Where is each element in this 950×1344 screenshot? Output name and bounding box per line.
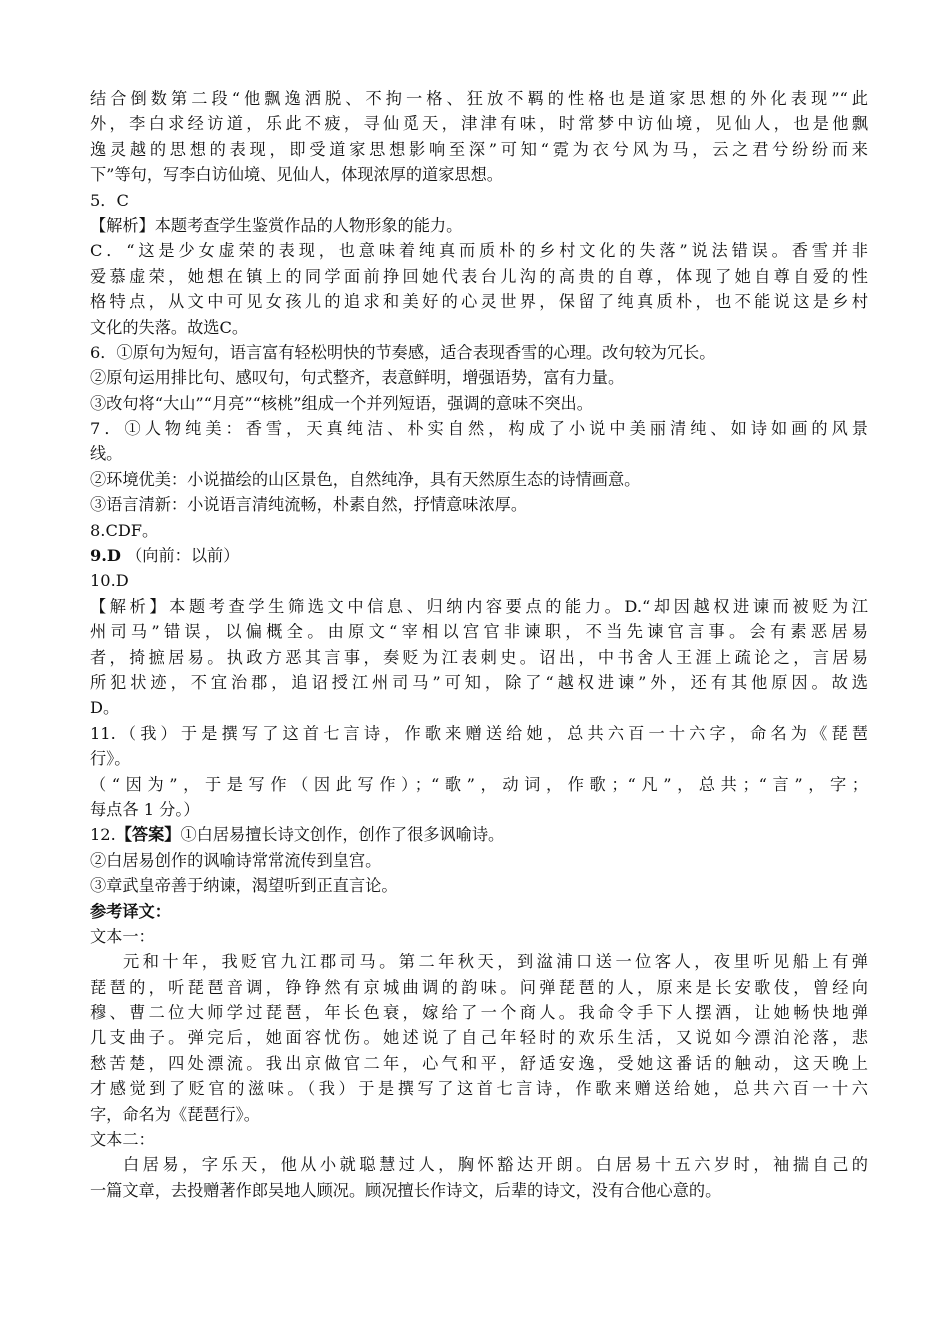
q9-answer <box>90 543 868 568</box>
analysis-line: 所犯状迹，不宜治郡，追诏授江州司马”可知，除了“越权进谏”外，还有其他原因。故选 <box>90 672 868 692</box>
text-line: 逸灵越的思想的表现，即受道家思想影响至深”可知“霓为衣兮风为马，云之君兮纷纷而来 <box>90 139 868 159</box>
answer-line: 每点各 1 分。） <box>90 799 200 819</box>
answer-number: 12. <box>90 825 116 845</box>
answer-number: 9.D <box>90 546 121 566</box>
answer-line: 行》。 <box>90 749 131 769</box>
analysis-line: 文化的失落。故选C。 <box>90 317 249 337</box>
section-heading: 参考译文： <box>90 901 171 921</box>
q5-answer <box>90 188 868 340</box>
q11-answer <box>90 721 868 823</box>
answer-line <box>90 543 868 568</box>
answer-line <box>90 822 868 847</box>
answer-item: ①白居易擅长诗文创作，创作了很多讽喻诗。 <box>180 825 505 845</box>
answer-item: ③章武皇帝善于纳谏，渴望听到正直言论。 <box>90 876 398 896</box>
analysis-line: 者，掎摭居易。执政方恶其言事，奏贬为江表刺史。诏出，中书舍人王涯上疏论之，言居易 <box>90 647 868 667</box>
answer-line: ②环境优美：小说描绘的山区景色，自然纯净，具有天然原生态的诗情画意。 <box>90 469 641 489</box>
text-line: 外，李白求经访道，乐此不疲，寻仙觅天，津津有味，时常梦中访仙境，见仙人，也是他飘 <box>90 114 868 134</box>
q6-answer <box>90 340 868 416</box>
q8-answer <box>90 518 868 543</box>
translation-line: 一篇文章，去投赠著作郎吴地人顾况。顾况擅长作诗文，后辈的诗文，没有合他心意的。 <box>90 1180 722 1200</box>
analysis-line: 【解析】本题考查学生筛选文中信息、归纳内容要点的能力。D.“却因越权进谏而被贬为江 <box>90 596 868 616</box>
translation-line: 字，命名为《琵琶行》。 <box>90 1104 260 1124</box>
answer-line: 6．①原句为短句，语言富有轻松明快的节奏感，适合表现香雪的心理。改句较为冗长。 <box>90 342 716 362</box>
answer-tag: 【答案】 <box>115 825 181 845</box>
q7-answer <box>90 416 868 518</box>
translation-line: 愁苦楚，四处漂流。我出京做官二年，心气和平，舒适安逸，受她这番话的触动，这天晚上 <box>90 1053 868 1073</box>
answer-item: ②白居易创作的讽喻诗常常流传到皇宫。 <box>90 850 382 870</box>
answer-note: （向前：以前） <box>126 546 240 566</box>
reference-translation <box>90 899 868 1204</box>
translation-line: 几支曲子。弹完后，她面容忧伤。她述说了自己年轻时的欢乐生活，又说如今漂泊沦落，悲 <box>90 1028 868 1048</box>
answer-line: ③语言清新：小说语言清纯流畅，朴素自然，抒情意味浓厚。 <box>90 495 528 515</box>
text-line: 结合倒数第二段“他飘逸洒脱、不拘一格、狂放不羁的性格也是道家思想的外化表现”“此 <box>90 89 868 108</box>
q12-answer <box>90 822 868 898</box>
translation-line: 白居易，字乐天，他从小就聪慧过人，胸怀豁达开朗。白居易十五六岁时，袖揣自己的 <box>123 1155 868 1175</box>
answer-line: 8.CDF。 <box>90 520 159 540</box>
translation-line: 穆、曹二位大师学过琵琶，年长色衰，嫁给了一个商人。我命令手下人摆酒，让她畅快地弹 <box>90 1003 868 1023</box>
analysis-line: 【解析】本题考查学生鉴赏作品的人物形象的能力。 <box>90 215 463 235</box>
analysis-line: C．“这是少女虚荣的表现，也意味着纯真而质朴的乡村文化的失落”说法错误。香雪并非 <box>90 241 868 261</box>
text-label: 文本二： <box>90 1130 155 1150</box>
answer-number: 10.D <box>90 571 129 591</box>
answer-line: ②原句运用排比句、感叹句，句式整齐，表意鲜明，增强语势，富有力量。 <box>90 368 625 388</box>
answer-line: 7．①人物纯美：香雪，天真纯洁、朴实自然，构成了小说中美丽清纯、如诗如画的风景 <box>90 419 868 439</box>
q10-answer <box>90 568 868 720</box>
answer-line: 线。 <box>90 444 123 464</box>
translation-line: 元和十年，我贬官九江郡司马。第二年秋天，到湓浦口送一位客人，夜里听见船上有弹 <box>123 952 868 972</box>
text-line: 下”等句，写李白访仙境、见仙人，体现浓厚的道家思想。 <box>90 165 503 185</box>
translation-line: 琵琶的，听琵琶音调，铮铮然有京城曲调的韵味。问弹琵琶的人，原来是长安歌伎，曾经向 <box>90 977 868 997</box>
analysis-line: 州司马”错误，以偏概全。由原文“宰相以宫官非谏职，不当先谏官言事。会有素恶居易 <box>90 622 868 642</box>
analysis-line: 格特点，从文中可见女孩儿的追求和美好的心灵世界，保留了纯真质朴，也不能说这是乡村 <box>90 292 868 312</box>
q4-answer-tail <box>90 86 868 188</box>
document-page <box>90 86 868 1203</box>
answer-number: 5．C <box>90 190 129 210</box>
answer-line: ③改句将“大山”“月亮”“核桃”组成一个并列短语，强调的意味不突出。 <box>90 393 593 413</box>
translation-line: 才感觉到了贬官的滋味。（我）于是撰写了这首七言诗，作歌来赠送给她，总共六百一十六 <box>90 1079 868 1099</box>
text-label: 文本一： <box>90 926 155 946</box>
analysis-line: 爱慕虚荣，她想在镇上的同学面前挣回她代表台儿沟的高贵的自尊，体现了她自尊自爱的性 <box>90 266 868 286</box>
answer-line: （“因为”，于是写作（因此写作）；“歌”，动词，作歌；“凡”，总共；“言”，字； <box>90 774 868 794</box>
analysis-line: D。 <box>90 698 120 718</box>
answer-line: 11.（我）于是撰写了这首七言诗，作歌来赠送给她，总共六百一十六字，命名为《琵琶 <box>90 723 868 743</box>
